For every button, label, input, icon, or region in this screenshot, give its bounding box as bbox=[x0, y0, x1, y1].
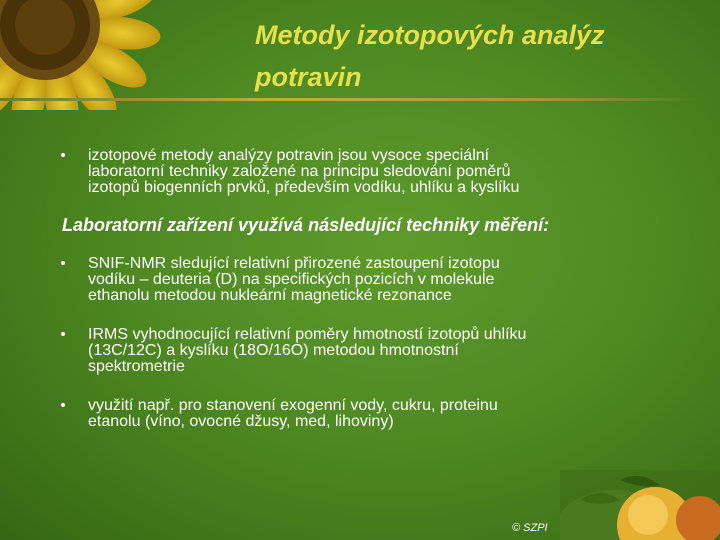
technique-line bbox=[88, 327, 698, 343]
technique-text: sledující relativní přirozené zastoupení izotopu bbox=[166, 255, 500, 272]
title-line-1: Metody izotopových analýz bbox=[255, 20, 605, 50]
technique-usage bbox=[88, 398, 698, 430]
technique-line: (13C/12C) a kyslíku (18O/16O) metodou hmotnostní bbox=[88, 342, 459, 359]
technique-term: SNIF-NMR bbox=[88, 255, 167, 272]
technique-term: IRMS bbox=[88, 326, 128, 343]
intro-bullet bbox=[88, 148, 688, 196]
technique-text: vyhodnocující relativní poměry hmotností izotopů uhlíku bbox=[128, 326, 527, 343]
intro-line-3: izotopů biogenních prvků, především vodíku, uhlíku a kyslíku bbox=[88, 179, 520, 196]
technique-line: ethanolu metodou nukleární magnetické rezonance bbox=[88, 287, 452, 304]
bullet-icon bbox=[61, 403, 65, 407]
technique-line: spektrometrie bbox=[88, 358, 185, 375]
fruit-image bbox=[560, 470, 720, 540]
intro-line-1: izotopové metody analýzy potravin jsou vysoce speciální bbox=[88, 147, 490, 164]
technique-irms bbox=[88, 327, 698, 375]
technique-line: etanolu (víno, ovocné džusy, med, lihoviny) bbox=[88, 413, 394, 430]
technique-snif-nmr bbox=[88, 256, 698, 304]
footer-copyright: © SZPI bbox=[512, 522, 548, 534]
title-line-2: potravin bbox=[255, 62, 362, 92]
title-divider bbox=[0, 98, 700, 101]
technique-line: vodíku – deuteria (D) na specifických pozicích v molekule bbox=[88, 271, 495, 288]
intro-line-2: laboratorní techniky založené na principu sledování poměrů bbox=[88, 163, 511, 180]
sunflower-image bbox=[0, 0, 190, 110]
technique-line bbox=[88, 256, 698, 272]
bullet-icon bbox=[61, 332, 65, 336]
bullet-icon bbox=[61, 153, 65, 157]
bullet-icon bbox=[61, 261, 65, 265]
slide-title bbox=[255, 14, 695, 98]
subheading: Laboratorní zařízení využívá následující techniky měření: bbox=[62, 215, 550, 235]
technique-line: využití např. pro stanovení exogenní vody, cukru, proteinu bbox=[88, 397, 498, 414]
